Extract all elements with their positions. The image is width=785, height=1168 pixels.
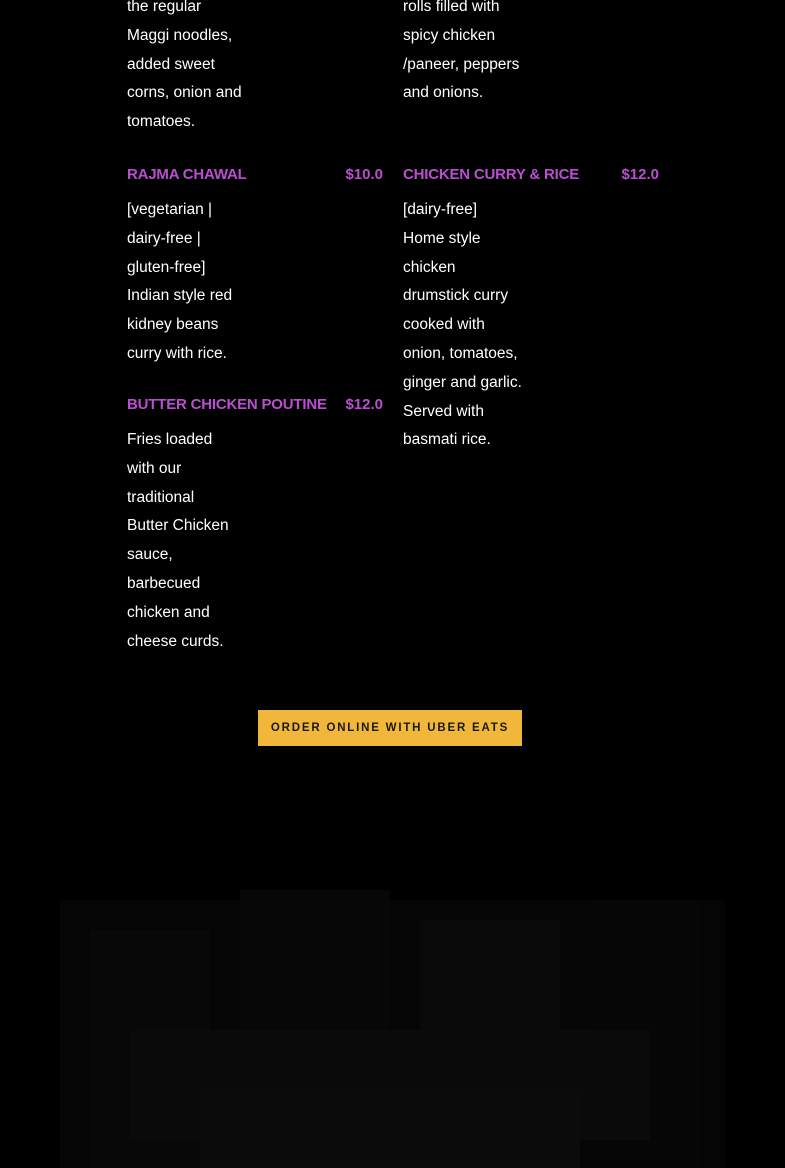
menu-item-header [127,396,383,420]
menu-item-header [403,166,659,190]
description-line: sauce, [127,546,173,564]
description-line: Butter Chicken [127,517,229,535]
description-line: Served with [403,402,484,420]
menu-item-header [127,166,383,190]
menu-item-description [403,196,659,455]
menu-item-price: $12.0 [345,396,383,413]
description-line: added sweet [127,55,215,73]
description-line: spicy chicken [403,26,496,44]
menu-item-name: RAJMA CHAWAL [127,166,247,183]
description-line: drumstick curry [403,287,509,305]
description-line: dairy-free | [127,229,201,247]
description-line: curry with rice. [127,344,227,362]
menu-item-description [127,426,383,656]
description-line: tomatoes. [127,113,196,131]
description-line: [dairy-free] [403,201,478,218]
description-line: chicken [403,258,456,276]
description-line: the regular [127,0,202,15]
description-line: Indian style red [127,287,233,305]
description-line: and onions. [403,84,484,102]
description-line: cooked with [403,316,485,334]
description-line: basmati rice. [403,431,491,449]
description-line: Maggi noodles, [127,26,233,44]
partial-item-description-left [127,0,383,137]
description-line: [vegetarian | [127,201,213,218]
description-line: ginger and garlic. [403,373,522,391]
description-line: rolls filled with [403,0,500,15]
menu-item-butter-chicken-poutine [127,396,383,656]
menu-item-price: $10.0 [345,166,383,183]
description-line: /paneer, peppers [403,55,520,73]
partial-item-description-right [403,0,659,108]
description-line: cheese curds. [127,632,224,650]
description-line: chicken and [127,603,210,621]
menu-item-chicken-curry-rice [403,166,659,455]
description-line: with our [127,459,182,477]
menu-item-rajma-chawal [127,166,383,369]
description-line: kidney beans [127,316,219,334]
menu-item-name: CHICKEN CURRY & RICE [403,166,580,183]
description-line: Fries loaded [127,431,213,448]
description-line: corns, onion and [127,84,242,102]
menu-item-price: $12.0 [621,166,659,183]
description-line: barbecued [127,574,201,592]
description-line: Home style [403,229,481,247]
menu-item-description [127,196,383,369]
decorative-background-image [0,860,785,1168]
menu-item-name: BUTTER CHICKEN POUTINE [127,396,327,413]
description-line: traditional [127,488,195,506]
description-line: onion, tomatoes, [403,344,518,362]
description-line: gluten-free] [127,258,206,276]
order-online-uber-eats-button[interactable]: ORDER ONLINE WITH UBER EATS [258,710,522,746]
